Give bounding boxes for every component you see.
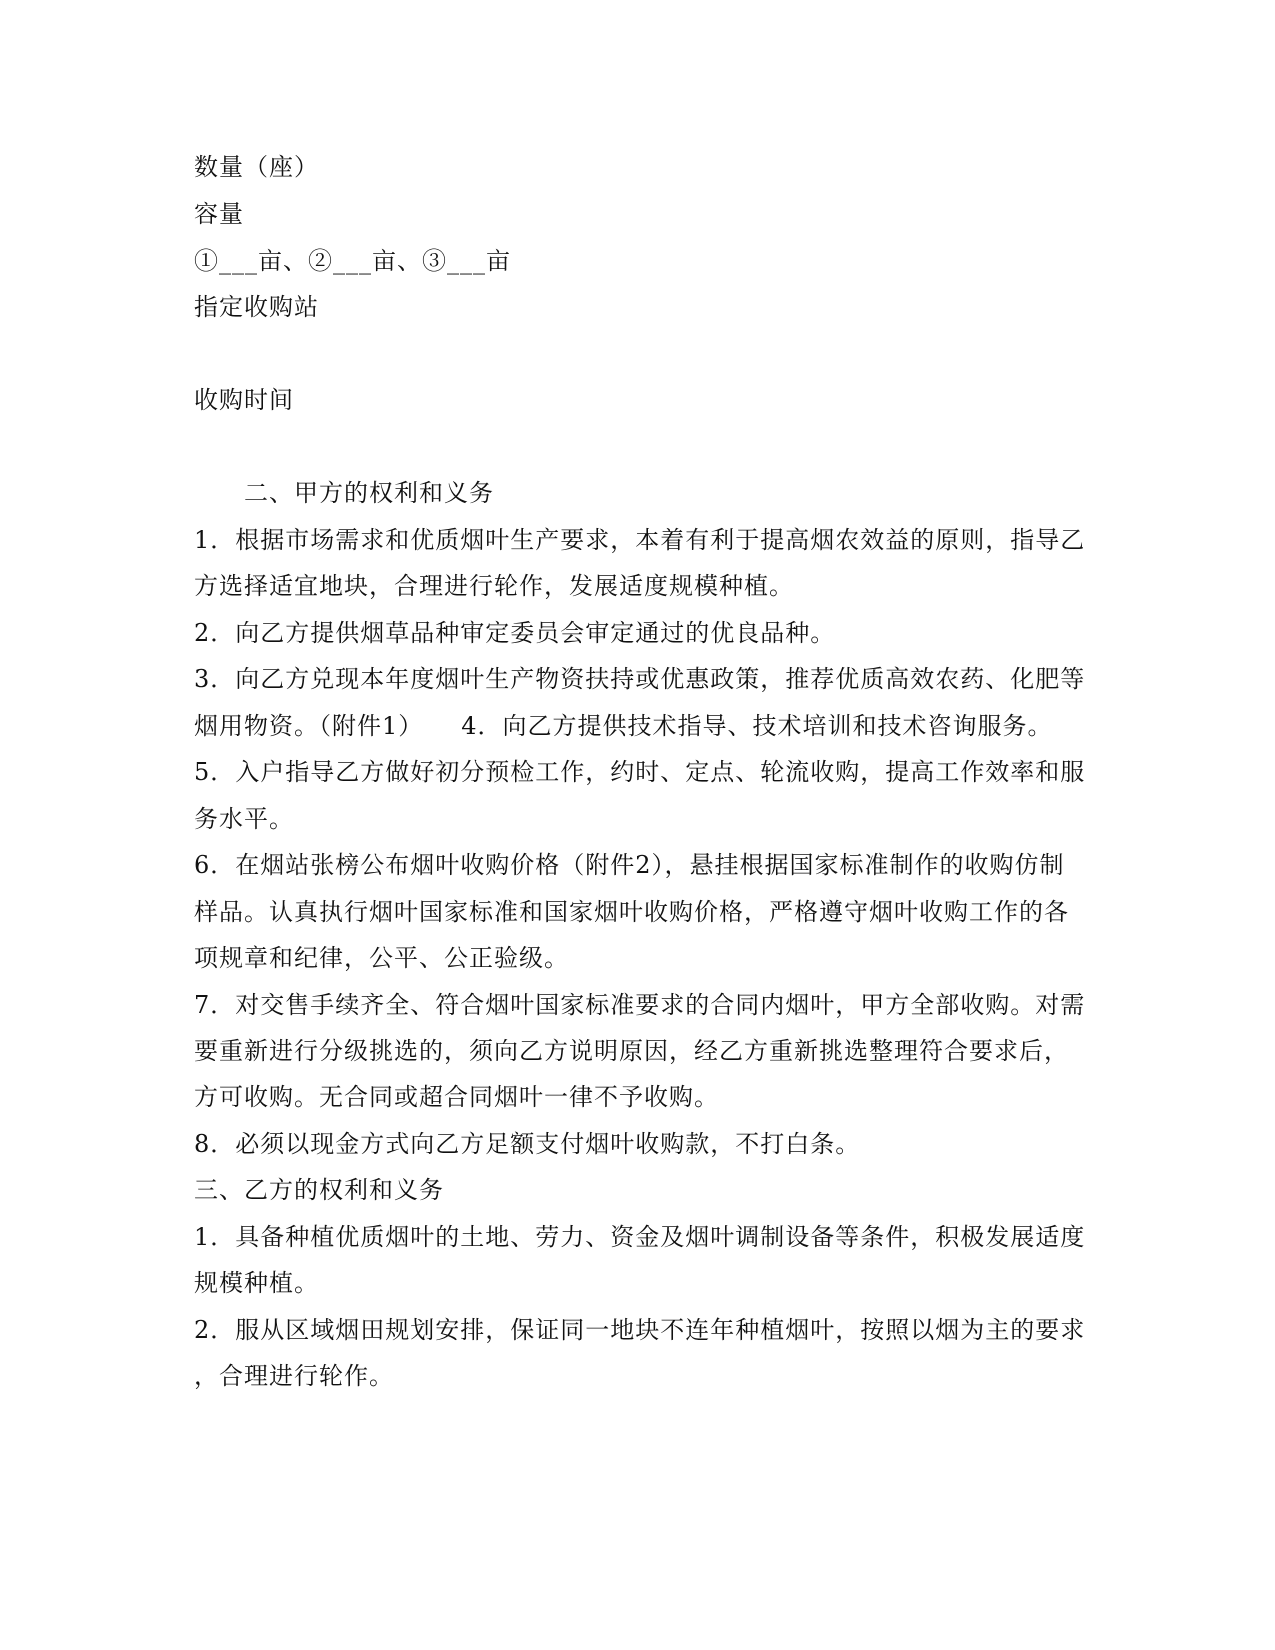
section3-line: 1．具备种植优质烟叶的土地、劳力、资金及烟叶调制设备等条件，积极发展适度	[194, 1223, 1086, 1251]
section3-line: 规模种植。	[194, 1269, 319, 1297]
time-label: 收购时间	[194, 386, 294, 414]
section2-line: 2．向乙方提供烟草品种审定委员会审定通过的优良品种。	[194, 619, 836, 647]
capacity-label: 容量	[194, 200, 244, 228]
section2-line: 烟用物资。（附件1） 4．向乙方提供技术指导、技术培训和技术咨询服务。	[194, 712, 1053, 740]
quantity-label: 数量（座）	[194, 153, 319, 181]
section2-heading: 二、甲方的权利和义务	[244, 479, 494, 507]
section2-line: 方可收购。无合同或超合同烟叶一律不予收购。	[194, 1083, 719, 1111]
section2-line: 样品。认真执行烟叶国家标准和国家烟叶收购价格，严格遵守烟叶收购工作的各	[194, 898, 1069, 926]
section3-heading: 三、乙方的权利和义务	[194, 1176, 444, 1204]
section2-line: 5．入户指导乙方做好初分预检工作，约时、定点、轮流收购，提高工作效率和服	[194, 758, 1086, 786]
section2-line: 要重新进行分级挑选的，须向乙方说明原因，经乙方重新挑选整理符合要求后，	[194, 1037, 1069, 1065]
section2-line: 3．向乙方兑现本年度烟叶生产物资扶持或优惠政策，推荐优质高效农药、化肥等	[194, 665, 1086, 693]
section2-line: 务水平。	[194, 805, 294, 833]
section3-line: ，合理进行轮作。	[194, 1362, 394, 1390]
section3-line: 2．服从区域烟田规划安排，保证同一地块不连年种植烟叶，按照以烟为主的要求	[194, 1316, 1086, 1344]
station-label: 指定收购站	[194, 293, 319, 321]
section2-line: 项规章和纪律，公平、公正验级。	[194, 944, 569, 972]
section2-line: 7．对交售手续齐全、符合烟叶国家标准要求的合同内烟叶，甲方全部收购。对需	[194, 991, 1086, 1019]
section2-line: 8．必须以现金方式向乙方足额支付烟叶收购款，不打白条。	[194, 1130, 861, 1158]
section2-line: 方选择适宜地块，合理进行轮作，发展适度规模种植。	[194, 572, 794, 600]
section2-line: 1．根据市场需求和优质烟叶生产要求，本着有利于提高烟农效益的原则，指导乙	[194, 526, 1086, 554]
section2-line: 6．在烟站张榜公布烟叶收购价格（附件2），悬挂根据国家标准制作的收购仿制	[194, 851, 1065, 879]
mu-line: ①___亩、②___亩、③___亩	[194, 247, 511, 275]
